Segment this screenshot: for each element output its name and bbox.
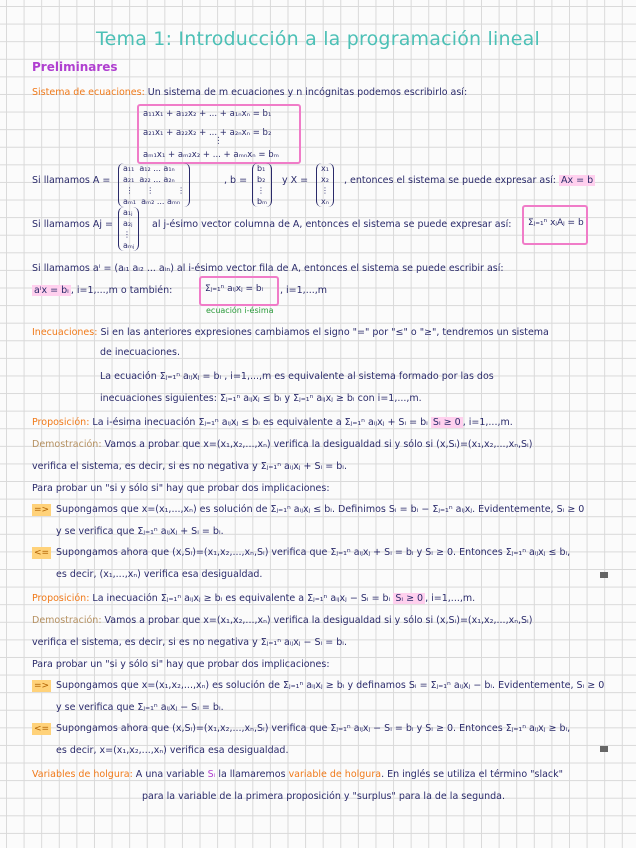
holgura-text-a: A una variable [132, 769, 208, 780]
demostracion-2-imp-2b: es decir, x=(x₁,x₂,...,xₙ) verifica esa desigualdad. [56, 745, 289, 756]
b-label: , b = [224, 175, 248, 186]
proposicion-1-condition: Sᵢ ≥ 0 [432, 417, 461, 428]
qed-square-2 [600, 746, 608, 752]
vector-b: b₁ b₂ ⋮ bₘ [252, 163, 272, 207]
proposicion-1 [32, 416, 513, 430]
proposicion-2-condition: Sᵢ ≥ 0 [395, 593, 424, 604]
arrow-left-1: <= [34, 548, 50, 558]
llamamos-ai-text: Si llamamos aⁱ = (aᵢ₁ aᵢ₂ ... aᵢₙ) al i-ésimo vector fila de A, entonces el sistema se puede escribir así: [32, 263, 504, 274]
demostracion-2-text-3: Para probar un "si y sólo si" hay que probar dos implicaciones: [32, 659, 330, 670]
holgura-label: Variables de holgura: [32, 769, 133, 780]
demostracion-2-line [32, 614, 532, 628]
holgura-text-c: . En inglés se utiliza el término "slack" [381, 769, 564, 780]
sistema-label: Sistema de ecuaciones: [32, 87, 145, 98]
holgura-text-2: para la variable de la primera proposición y "surplus" para la de la segunda. [142, 791, 506, 802]
equation-2: a₂₁x₁ + a₂₂x₂ + ... + a₂ₙxₙ = b₂ [143, 128, 272, 138]
llamamos-a-pre: Si llamamos A = [32, 175, 111, 186]
proposicion-1-label: Proposición: [32, 417, 90, 428]
demostracion-2-imp-1b: y se verifica que Σⱼ₌₁ⁿ aᵢⱼxⱼ − Sᵢ = bᵢ. [56, 702, 224, 713]
proposicion-2-label: Proposición: [32, 593, 90, 604]
proposicion-2-post: , i=1,...,m. [425, 593, 476, 604]
demostracion-1-imp-2a: Supongamos ahora que (x,Sᵢ)=(x₁,x₂,...,xₙ,Sᵢ) verifica que Σⱼ₌₁ⁿ aᵢⱼxⱼ + Sᵢ = bᵢ y Sᵢ ≥ 0. Entonces Σⱼ₌₁ⁿ aᵢⱼxⱼ ≤ bᵢ, [56, 547, 571, 558]
demostracion-2-label: Demostración: [32, 615, 102, 626]
arrow-right-2: => [34, 681, 50, 691]
inecuaciones-label: Inecuaciones: [32, 327, 98, 338]
holgura-line [32, 768, 563, 782]
proposicion-1-text: La i-ésima inecuación Σⱼ₌₁ⁿ aᵢⱼxⱼ ≤ bᵢ es equivalente a Σⱼ₌₁ⁿ aᵢⱼxⱼ + Sᵢ = bᵢ [89, 417, 428, 428]
demostracion-1-line [32, 438, 532, 452]
demostracion-1-imp-2b: es decir, (x₁,...,xₙ) verifica esa desigualdad. [56, 569, 263, 580]
ecuacion-caption: ecuación i-ésima [206, 306, 274, 315]
ai-mid: , i=1,...,m o también: [70, 285, 173, 296]
aj-sum: Σⱼ₌₁ⁿ xⱼAⱼ = b [528, 218, 584, 228]
section-heading-preliminares: Preliminares [32, 60, 118, 74]
holgura-text-b: la llamaremos [215, 769, 289, 780]
demostracion-1-imp-1b: y se verifica que Σⱼ₌₁ⁿ aᵢⱼxⱼ + Sᵢ = bᵢ. [56, 526, 224, 537]
demostracion-1-label: Demostración: [32, 439, 102, 450]
demostracion-2-text-1: Vamos a probar que x=(x₁,x₂,...,xₙ) verifica la desigualdad si y sólo si (x,Sᵢ)=(x₁,x₂,...,xₙ,Sᵢ) [101, 615, 533, 626]
proposicion-2 [32, 592, 475, 606]
matrix-a: a₁₁ a₁₂ ... a₁ₙ a₂₁ a₂₂ ... a₂ₙ ⋮ ⋮ ⋮ aₘ₁ aₘ₂ ... aₘₙ [118, 163, 190, 207]
llamamos-a-text: , entonces el sistema se puede expresar así: [344, 175, 556, 186]
page-title: Tema 1: Introducción a la programación lineal [96, 28, 540, 50]
proposicion-2-text: La inecuación Σⱼ₌₁ⁿ aᵢⱼxⱼ ≥ bᵢ es equivalente a Σⱼ₌₁ⁿ aᵢⱼxⱼ − Sᵢ = bᵢ [89, 593, 391, 604]
demostracion-2-imp-1a: Supongamos que x=(x₁,x₂,...,xₙ) es solución de Σⱼ₌₁ⁿ aᵢⱼxⱼ ≥ bᵢ y definamos Sᵢ = Σⱼ₌₁ⁿ aᵢⱼxⱼ − bᵢ. Evidentemente, Sᵢ ≥ 0 [56, 680, 605, 691]
holgura-term: variable de holgura [288, 769, 382, 780]
inecuaciones-line [32, 326, 549, 340]
ai-line [32, 284, 172, 298]
proposicion-1-post: , i=1,...,m. [462, 417, 513, 428]
vector-x: x₁ x₂ ⋮ xₙ [316, 163, 334, 207]
demostracion-2-imp-2a: Supongamos ahora que (x,Sᵢ)=(x₁,x₂,...,xₙ,Sᵢ) verifica que Σⱼ₌₁ⁿ aᵢⱼxⱼ − Sᵢ = bᵢ y Sᵢ ≥ 0. Entonces Σⱼ₌₁ⁿ aᵢⱼxⱼ ≥ bᵢ, [56, 723, 571, 734]
demostracion-1-text-3: Para probar un "si y sólo si" hay que probar dos implicaciones: [32, 483, 330, 494]
inecuaciones-text-4: inecuaciones siguientes: Σⱼ₌₁ⁿ aᵢⱼxⱼ ≤ bᵢ y Σⱼ₌₁ⁿ aᵢⱼxⱼ ≥ bᵢ con i=1,...,m. [100, 393, 422, 404]
arrow-right-1: => [34, 505, 50, 515]
inecuaciones-text-2: de inecuaciones. [100, 347, 180, 358]
demostracion-1-imp-1a: Supongamos que x=(x₁,...,xₙ) es solución de Σⱼ₌₁ⁿ aᵢⱼxⱼ ≤ bᵢ. Definimos Sᵢ = bᵢ − Σⱼ₌₁ⁿ aᵢⱼxⱼ. Evidentemente, Sᵢ ≥ 0 [56, 504, 585, 515]
sistema-line [32, 86, 467, 100]
arrow-left-2: <= [34, 724, 50, 734]
equation-1: a₁₁x₁ + a₁₂x₂ + ... + a₁ₙxₙ = b₁ [143, 109, 272, 119]
holgura-s: Sᵢ [207, 769, 216, 780]
inecuaciones-text-1: Si en las anteriores expresiones cambiamos el signo "=" por "≤" o "≥", tendremos un sistema [97, 327, 549, 338]
x-label: y X = [282, 175, 309, 186]
ax-equals-b: Ax = b [561, 175, 594, 186]
inecuaciones-text-3: La ecuación Σⱼ₌₁ⁿ aᵢⱼxⱼ = bᵢ , i=1,...,m es equivalente al sistema formado por las dos [100, 371, 494, 382]
demostracion-1-text-2: verifica el sistema, es decir, si es no negativa y Σⱼ₌₁ⁿ aᵢⱼxⱼ + Sᵢ = bᵢ. [32, 461, 347, 472]
vector-aj: a₁ⱼ a₂ⱼ ⋮ aₘⱼ [118, 207, 139, 251]
demostracion-1-text-1: Vamos a probar que x=(x₁,x₂,...,xₙ) verifica la desigualdad si y sólo si (x,Sᵢ)=(x₁,x₂,...,xₙ,Sᵢ) [101, 439, 533, 450]
llamamos-a-post [344, 174, 595, 188]
demostracion-2-text-2: verifica el sistema, es decir, si es no negativa y Σⱼ₌₁ⁿ aᵢⱼxⱼ − Sᵢ = bᵢ. [32, 637, 347, 648]
sistema-text: Un sistema de m ecuaciones y n incógnitas podemos escribirlo así: [144, 87, 468, 98]
qed-square-1 [600, 572, 608, 578]
equation-dots: ⋮ [214, 136, 223, 146]
ai-equation: aⁱx = bᵢ [34, 285, 69, 296]
llamamos-aj-pre: Si llamamos Aj = [32, 219, 114, 230]
llamamos-aj-post: al j-ésimo vector columna de A, entonces el sistema se puede expresar así: [152, 219, 512, 230]
ai-post: , i=1,...,m [280, 285, 328, 296]
ai-sum: Σⱼ₌₁ⁿ aᵢⱼxⱼ = bᵢ [205, 284, 264, 294]
equation-m: aₘ₁x₁ + aₘ₂x₂ + ... + aₘₙxₙ = bₘ [143, 150, 279, 160]
